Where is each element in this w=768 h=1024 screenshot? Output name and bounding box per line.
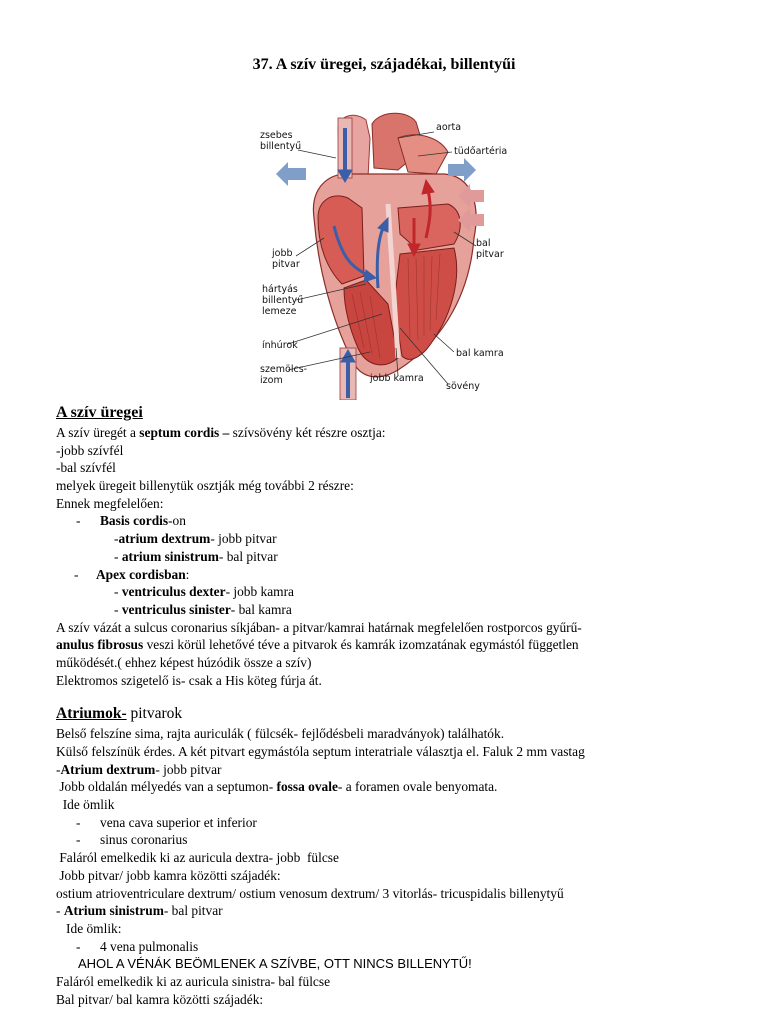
- emphasis-note: AHOL A VÉNÁK BEÖMLENEK A SZÍVBE, OTT NINCS BILLENYTŰ!: [78, 956, 472, 972]
- label-aorta: aorta: [436, 122, 462, 133]
- document-body: [56, 402, 716, 1008]
- heart-diagram: [248, 108, 520, 400]
- text-line: -Atrium dextrum- jobb pitvar: [56, 761, 222, 777]
- text-line: melyek üregeit billenytük osztják még további 2 részre:: [56, 478, 354, 494]
- text-line: A szív üregét a septum cordis – szívsövény két részre osztja:: [56, 425, 386, 440]
- text-line: - Atrium sinistrum- bal pitvar: [56, 903, 223, 919]
- text-line: Bal pitvar/ bal kamra közötti szájadék:: [56, 991, 264, 1007]
- label-bal-kamra: bal kamra: [456, 348, 504, 359]
- section-heading-szivuregei: A szív üregei: [56, 404, 143, 421]
- text-line: ostium atrioventriculare dextrum/ ostium venosum dextrum/ 3 vitorlás- tricuspidalis billenytyű: [56, 885, 564, 901]
- text-line: -bal szívfél: [56, 460, 116, 476]
- text-line: Faláról emelkedik ki az auricula sinistra- bal fülcse: [56, 973, 331, 989]
- text-line: anulus fibrosus veszi körül lehetővé téve a pitvarok és kamrák izomzatának egymástól független: [56, 637, 579, 653]
- page-title: 37. A szív üregei, szájadékai, billentyűi: [252, 56, 516, 73]
- text-line: Ide ömlik: [56, 797, 115, 813]
- label-hartyas-billentyu-lemeze: hártyás billentyű lemeze: [262, 284, 304, 317]
- label-bal-pitvar: bal pitvar: [476, 238, 504, 260]
- label-jobb-pitvar: jobb pitvar: [272, 248, 300, 270]
- text-line: A szív vázát a sulcus coronarius síkjában- a pitvar/kamrai határnak megfelelően rostporcos gyűrű-: [56, 619, 582, 635]
- section-heading-atriumok: Atriumok- pitvarok: [56, 705, 183, 723]
- label-soveny: sövény: [446, 381, 480, 392]
- text-line: -jobb szívfél: [56, 442, 124, 458]
- label-zsebes-billentyu: zsebes billentyű: [260, 130, 302, 152]
- heart-illustration: [248, 108, 520, 400]
- text-line: működését.( ehhez képest húzódik össze a szív): [56, 654, 312, 670]
- list-item: - Basis cordis-on: [76, 513, 186, 529]
- text-line: Ennek megfelelően:: [56, 495, 164, 511]
- text-line: Jobb oldalán mélyedés van a septumon- fossa ovale- a foramen ovale benyomata.: [56, 779, 498, 795]
- text-line: Faláról emelkedik ki az auricula dextra- jobb fülcse: [56, 850, 339, 866]
- list-item: - vena cava superior et inferior: [76, 814, 257, 830]
- list-item: -atrium dextrum- jobb pitvar: [114, 531, 277, 547]
- label-jobb-kamra: jobb kamra: [370, 373, 424, 384]
- text-line: Külső felszínük érdes. A két pitvart egymástóla septum interatriale választja el. Faluk 2 mm vastag: [56, 744, 585, 759]
- text-line: Belső felszíne sima, rajta auriculák ( fülcsék- fejlődésbeli maradványok) találhatók.: [56, 726, 505, 742]
- label-inhurok: ínhúrok: [262, 340, 298, 351]
- list-item: - sinus coronarius: [76, 832, 188, 848]
- list-item: - Apex cordisban:: [74, 566, 190, 582]
- list-item: - ventriculus dexter- jobb kamra: [114, 584, 294, 600]
- list-item: - ventriculus sinister- bal kamra: [114, 601, 292, 617]
- list-item: - atrium sinistrum- bal pitvar: [114, 548, 278, 564]
- text-line: Jobb pitvar/ jobb kamra közötti szájadék:: [56, 867, 281, 883]
- text-line: Ide ömlik:: [56, 920, 122, 936]
- label-tudoarteria: tüdőartéria: [454, 146, 508, 157]
- text-line: Elektromos szigetelő is- csak a His köteg fúrja át.: [56, 672, 322, 688]
- list-item: - 4 vena pulmonalis: [76, 938, 199, 954]
- label-szemolcsizom: szemölcs-izom: [260, 364, 308, 386]
